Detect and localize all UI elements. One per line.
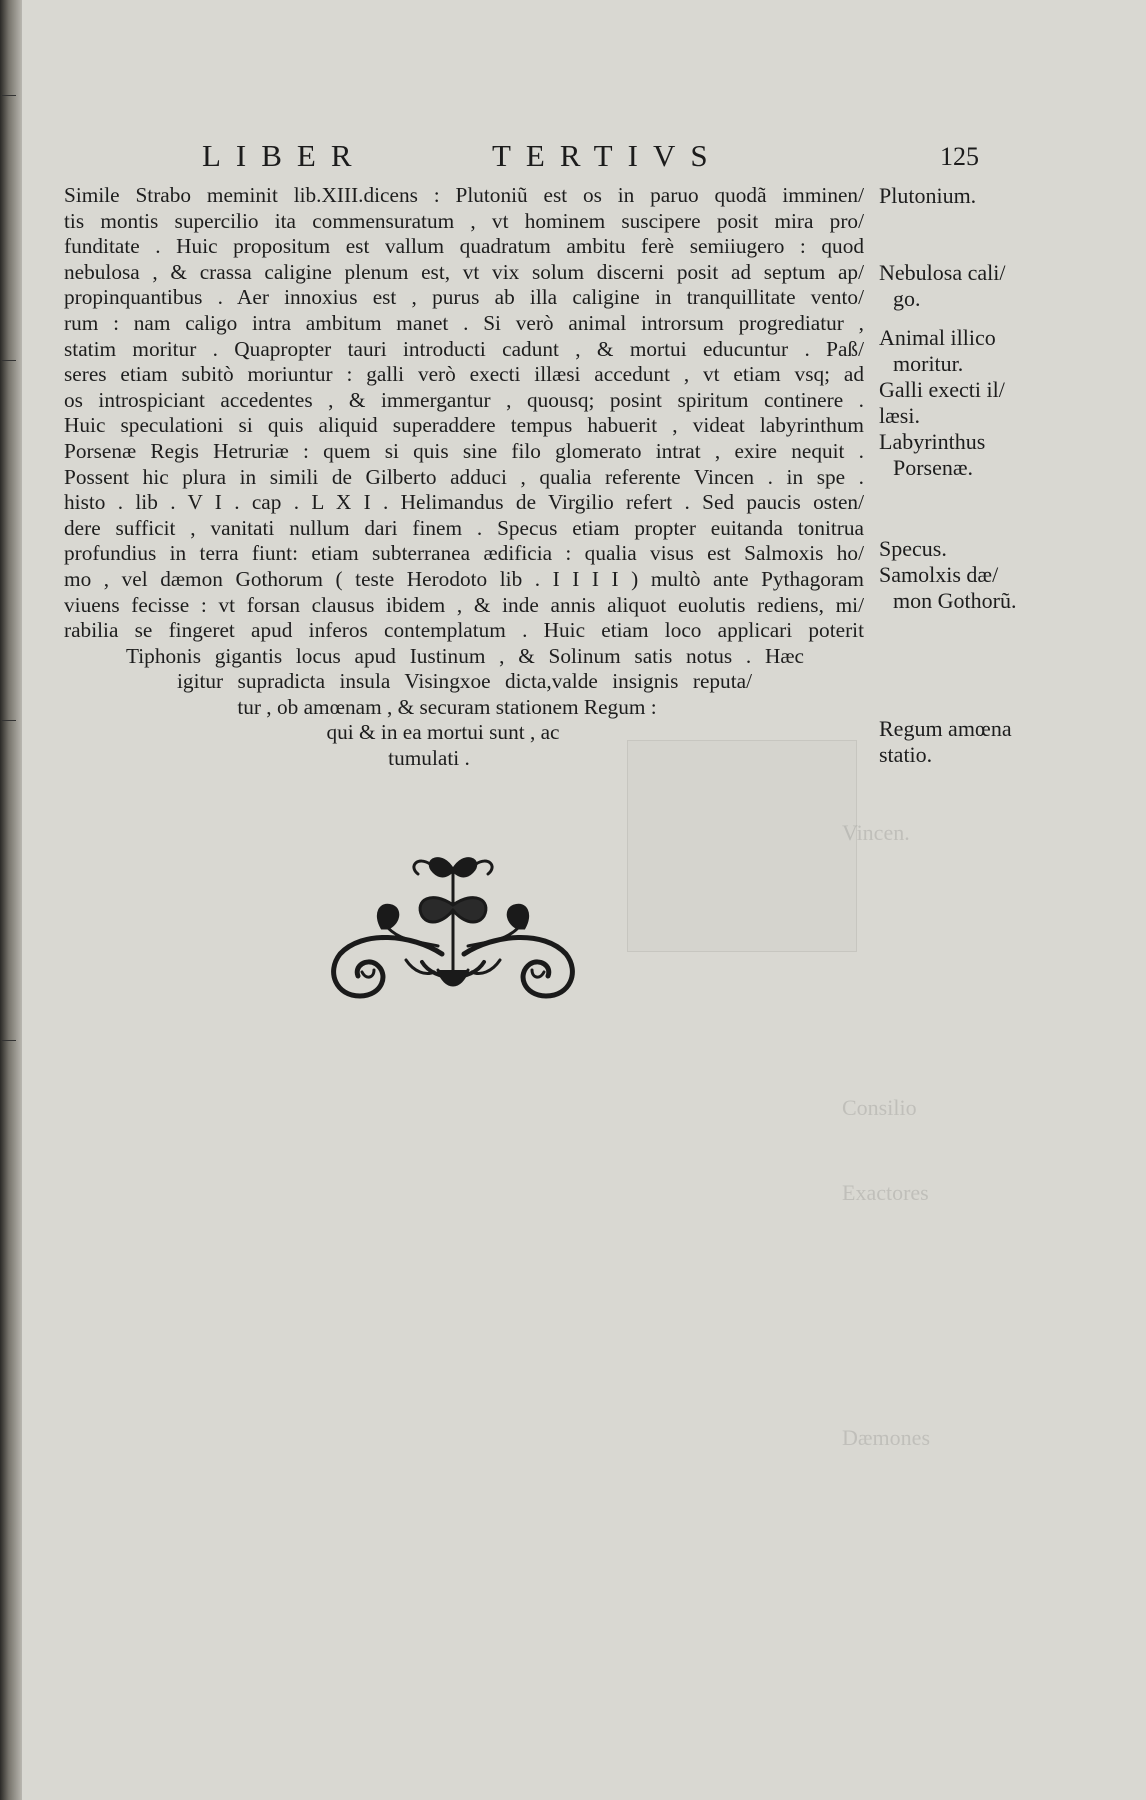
margin-note-galli: Galli execti il/ læsi.: [879, 377, 1005, 428]
margin-note-plutonium: Plutonium.: [879, 183, 977, 208]
facing-page-ink: [2, 720, 16, 721]
text-line: Porsenæ Regis Hetruriæ : quem si quis sine filo glomerato intrat , exire nequit .: [64, 438, 864, 463]
show-through-text: Vincen.: [842, 820, 910, 845]
page-number: 125: [940, 142, 979, 171]
running-title-tertius: TERTIVS: [492, 138, 723, 173]
book-page: [22, 0, 1146, 1800]
text-line: funditate . Huic propositum est vallum quadratum ambitu ferè semiiugero : quod: [64, 234, 864, 259]
show-through-text: Consilio: [842, 1095, 917, 1120]
main-text-block: [64, 183, 864, 772]
text-line: Possent hic plura in simili de Gilberto adduci , qualia referente Vincen . in spe .: [64, 464, 864, 489]
text-line: dere sufficit , vanitati nullum dari finem . Specus etiam propter euitanda tonitrua: [64, 515, 864, 540]
facing-page-ink: [2, 95, 16, 96]
text-line: rum : nam caligo intra ambitum manet . Si verò animal introrsum progrediatur ,: [64, 310, 864, 335]
text-line: Tiphonis gigantis locus apud Iustinum , & Solinum satis notus . Hæc: [126, 643, 804, 668]
running-header: [202, 138, 1102, 178]
margin-note-animal: Animal illico moritur.: [879, 325, 996, 376]
margin-note-specus: Specus.: [879, 536, 947, 561]
text-line: viuens fecisse : vt forsan clausus ibidem , & inde annis aliquot euolutis rediens, mi/: [64, 592, 864, 617]
text-line: profundius in terra fiunt: etiam subterranea ædificia : qualia visus est Salmoxis ho/: [64, 541, 864, 566]
text-line: statim moritur . Quapropter tauri introducti cadunt , & mortui educuntur . Paß/: [64, 336, 864, 361]
facing-page-edge: [0, 0, 22, 1800]
margin-note-samolxis: Samolxis dæ/ mon Gothorũ.: [879, 562, 1017, 613]
text-line: tumulati .: [388, 746, 470, 771]
text-line: rabilia se fingeret apud inferos contemplatum . Huic etiam loco applicari poterit: [64, 618, 864, 643]
show-through-text: Exactores: [842, 1180, 929, 1205]
text-line: histo . lib . V I . cap . L X I . Helimandus de Virgilio refert . Sed paucis osten/: [64, 490, 864, 515]
text-line: tur , ob amœnam , & securam stationem Regum :: [237, 694, 657, 719]
margin-note-nebulosa: Nebulosa cali/ go.: [879, 260, 1006, 311]
text-line: qui & in ea mortui sunt , ac: [326, 720, 560, 745]
margin-note-regum: Regum amœna statio.: [879, 716, 1012, 767]
running-title-liber: LIBER: [202, 138, 367, 173]
text-line: Simile Strabo meminit lib.XIII.dicens : Plutoniũ est os in paruo quodã imminen/: [64, 183, 864, 207]
facing-page-ink: [2, 1040, 16, 1041]
show-through-text: Dæmones: [842, 1425, 930, 1450]
text-line: Huic speculationi si quis aliquid superaddere tempus habuerit , videat labyrinthum: [64, 413, 864, 438]
text-line: seres etiam subitò moriuntur : galli verò execti illæsi accedunt , vt etiam vsq; ad: [64, 362, 864, 387]
tailpiece-ornament-icon: [322, 850, 584, 1002]
show-through-woodcut: [627, 740, 857, 952]
margin-note-labyrinthus: Labyrinthus Porsenæ.: [879, 429, 986, 480]
text-line: os introspiciant accedentes , & immergantur , quousq; posint spiritum continere .: [64, 387, 864, 412]
text-line: tis montis supercilio ita commensuratum , vt hominem suscipere posit mira pro/: [64, 208, 864, 233]
facing-page-ink: [2, 360, 16, 361]
text-line: mo , vel dæmon Gothorum ( teste Herodoto lib . I I I I ) multò ante Pythagoram: [64, 566, 864, 591]
text-line: nebulosa , & crassa caligine plenum est, vt vix solum discerni posit ad septum ap/: [64, 259, 864, 284]
text-line: propinquantibus . Aer innoxius est , purus ab illa caligine in tranquillitate vento/: [64, 285, 864, 310]
text-line: igitur supradicta insula Visingxoe dicta,valde insignis reputa/: [177, 669, 752, 694]
